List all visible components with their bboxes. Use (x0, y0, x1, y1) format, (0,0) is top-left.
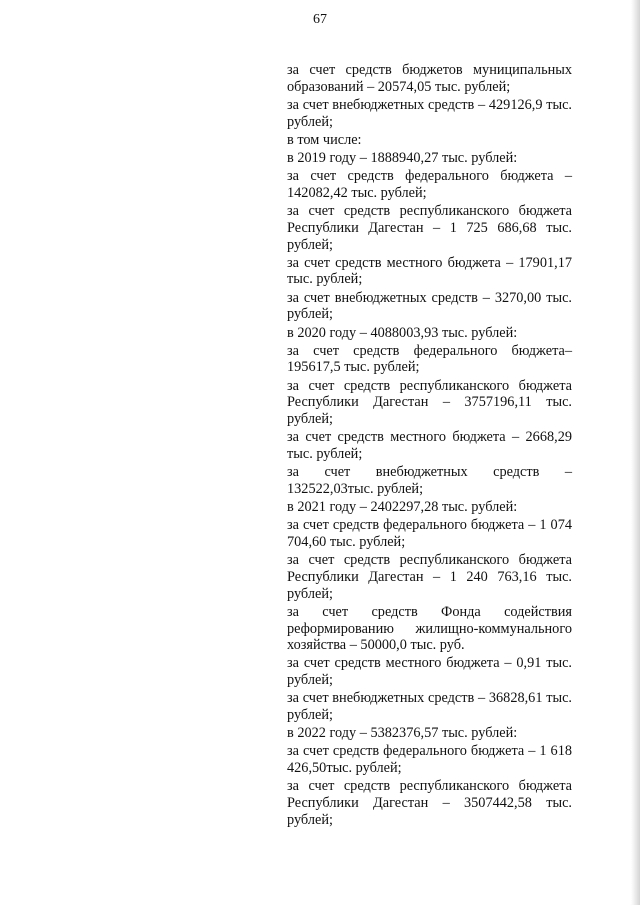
paragraph: за счет средств республиканского бюджета Республики Дагестан – 3757196,11 тыс. рублей; (287, 377, 572, 428)
paragraph: за счет средств федерального бюджета – 1 618 426,50тыс. рублей; (287, 743, 572, 777)
paragraph: в 2021 году – 2402297,28 тыс. рублей: (287, 499, 518, 516)
paragraph: за счет средств бюджетов муниципальных образований – 20574,05 тыс. рублей; (287, 62, 572, 95)
paragraph: за счет средств республиканского бюджета Республики Дагестан – 3507442,58 тыс. рублей; (287, 778, 572, 828)
document-body (287, 62, 572, 830)
page-number: 67 (313, 12, 327, 27)
paragraph: за счет средств местного бюджета – 2668,29 тыс. рублей; (287, 429, 572, 462)
scan-edge-shadow (631, 0, 640, 905)
paragraph: в 2022 году – 5382376,57 тыс. рублей: (287, 725, 518, 742)
paragraph: за счет средств федерального бюджета– 195617,5 тыс. рублей; (287, 342, 572, 376)
paragraph: в 2020 году – 4088003,93 тыс. рублей: (287, 324, 518, 341)
paragraph: в 2019 году – 1888940,27 тыс. рублей: (287, 150, 518, 167)
paragraph: за счет внебюджетных средств – 429126,9 тыс. рублей; (287, 96, 572, 130)
paragraph: за счет средств федерального бюджета – 1 074 704,60 тыс. рублей; (287, 517, 572, 550)
paragraph: за счет внебюджетных средств – 132522,03тыс. рублей; (287, 464, 572, 497)
paragraph: за счет внебюджетных средств – 3270,00 тыс. рублей; (287, 289, 572, 323)
paragraph: за счет средств Фонда содействия реформированию жилищно-коммунального хозяйства – 50000,0 тыс. руб. (287, 603, 572, 654)
paragraph: за счет средств местного бюджета – 17901,17 тыс. рублей; (287, 254, 572, 288)
paragraph: в том числе: (287, 131, 362, 148)
paragraph: за счет средств местного бюджета – 0,91 тыс. рублей; (287, 655, 572, 689)
paragraph: за счет внебюджетных средств – 36828,61 тыс. рублей; (287, 690, 572, 724)
paragraph: за счет средств республиканского бюджета Республики Дагестан – 1 725 686,68 тыс. рублей; (287, 203, 572, 253)
paragraph: за счет средств федерального бюджета – 142082,42 тыс. рублей; (287, 168, 572, 201)
paragraph: за счет средств республиканского бюджета Республики Дагестан – 1 240 763,16 тыс. рублей; (287, 552, 572, 602)
